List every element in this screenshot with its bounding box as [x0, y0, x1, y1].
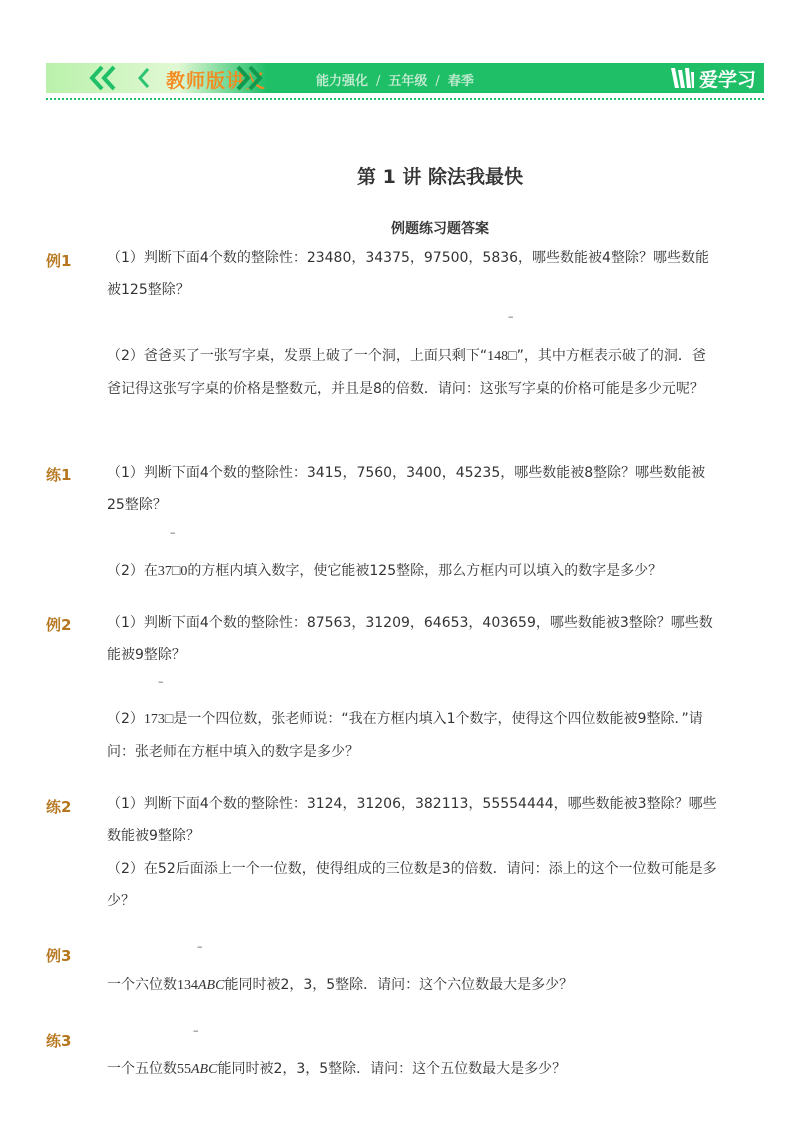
breadcrumb-item: 五年级	[388, 74, 428, 89]
double-chevron-right-icon	[232, 65, 266, 91]
text-segment: 是一个四位数，张老师说：“我在方框内填入1个数字，使得这个四位数能被9整除．”请问：张老师在方框中填入的数字是多少？	[107, 711, 703, 760]
math-number: 55	[177, 1062, 191, 1077]
problem-label: 例2	[46, 616, 72, 634]
brand-name: 爱学习	[698, 68, 756, 91]
dash-mark: –	[193, 1024, 199, 1037]
double-chevron-left-small-icon	[126, 65, 160, 91]
problem-label: 例3	[46, 947, 72, 965]
problem-part-2	[107, 555, 719, 588]
brand-mark-icon	[669, 66, 695, 90]
math-variable: ABC	[198, 978, 225, 993]
problem-label: 例1	[46, 252, 72, 270]
double-chevron-left-icon	[86, 65, 120, 91]
text-segment: 的方框内填入数字，使它能被125整除，那么方框内可以填入的数字是多少？	[187, 563, 663, 579]
section-title: 例题练习题答案	[391, 221, 489, 237]
breadcrumb-item: 能力强化	[316, 74, 369, 89]
dash-mark: –	[170, 526, 176, 539]
header-banner	[46, 63, 764, 93]
brand-logo	[669, 65, 756, 91]
handout-title: 教师版讲义	[166, 70, 267, 92]
problem-part-2: （2）在52后面添上一个一位数，使得组成的三位数是3的倍数．请问：添上的这个一位数可能是多少？	[107, 861, 717, 909]
dash-mark: –	[158, 675, 164, 688]
problem-part-1: （1）判断下面4个数的整除性：87563，31209，64653，403659，哪些数能被3整除？哪些数能被9整除？	[107, 615, 713, 663]
math-number: 134	[177, 978, 198, 993]
problem-part-1: （1）判断下面4个数的整除性：3124，31206，382113，55554444，哪些数能被3整除？哪些数能被9整除？	[107, 796, 717, 844]
breadcrumb-item: 春季	[447, 74, 474, 89]
dash-mark: –	[508, 310, 514, 323]
breadcrumb-separator: /	[376, 74, 381, 89]
problem-label: 练2	[46, 798, 72, 816]
text-segment: 一个六位数	[107, 977, 177, 993]
problem-text	[107, 1053, 719, 1086]
problem-part-2	[107, 340, 719, 405]
text-segment: 能同时被2，3，5整除．请问：这个六位数最大是多少？	[224, 977, 574, 993]
text-segment: 一个五位数	[107, 1061, 177, 1077]
dash-mark: –	[197, 940, 203, 953]
text-segment: 能同时被2，3，5整除．请问：这个五位数最大是多少？	[217, 1061, 567, 1077]
problem-part-1: （1）判断下面4个数的整除性：23480，34375，97500，5836，哪些数能被4整除？哪些数能被125整除？	[107, 250, 709, 298]
text-segment: （2）在	[107, 563, 158, 579]
text-segment: （2）	[107, 711, 144, 727]
text-segment: ”，其中方框表示破了的洞．爸爸记得这张写字桌的价格是整数元，并且是8的倍数．请问：这张写字桌的价格可能是多少元呢？	[107, 348, 706, 397]
breadcrumb-separator: /	[435, 74, 440, 89]
math-variable: ABC	[191, 1062, 218, 1077]
lecture-title: 第 1 讲 除法我最快	[356, 166, 524, 188]
problem-part-2	[107, 703, 719, 768]
problem-part-1: （1）判断下面4个数的整除性：3415，7560，3400，45235，哪些数能被8整除？哪些数能被25整除？	[107, 465, 706, 513]
problem-label: 练3	[46, 1032, 72, 1050]
problem-label: 练1	[46, 466, 72, 484]
problem-text	[107, 969, 719, 1002]
breadcrumb	[316, 70, 474, 89]
header-divider	[46, 98, 764, 100]
math-expression: 148□	[487, 349, 517, 364]
text-segment: （2）爸爸买了一张写字桌，发票上破了一个洞，上面只剩下“	[107, 348, 488, 364]
math-expression: 37□0	[157, 564, 188, 579]
math-expression: 173□	[143, 712, 174, 727]
